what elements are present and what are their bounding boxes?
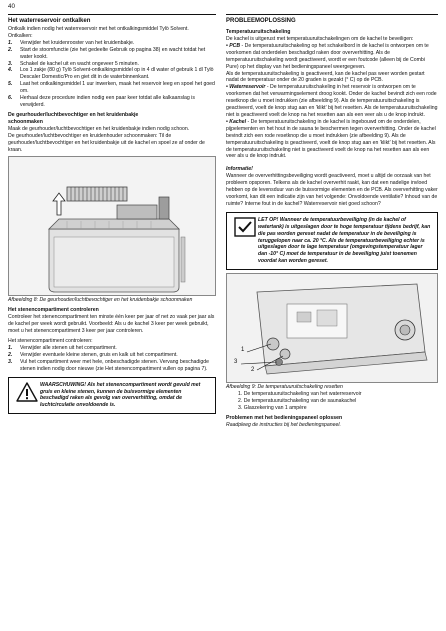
list-item xyxy=(8,81,216,95)
drain-intro: Ontkalk indien nodig het waterreservoir met het ontkalkingsmiddel Tylö Solvent. xyxy=(8,26,189,33)
herb-figure xyxy=(8,156,216,296)
warning-icon xyxy=(14,382,40,410)
step-number: 1. xyxy=(8,344,13,351)
step-text: Verwijder alle stenen uit het compartiment. xyxy=(20,344,117,351)
callout-3: 3 xyxy=(234,359,238,366)
reset-illustration xyxy=(227,274,437,382)
legend-item: 2. De temperatuuruitschakeling van de saunakachel xyxy=(238,397,357,404)
step-number: 3. xyxy=(8,60,13,67)
heater-illustration xyxy=(9,157,215,295)
water-label: • Waterreservoir xyxy=(226,84,266,91)
stones-steps xyxy=(8,345,216,373)
figure-caption: Afbeelding 8: De geurhouder/luchtbevochtiger en het kruidenbakje schoonmaken xyxy=(8,297,193,304)
list-item xyxy=(8,40,216,47)
step-number: 6. xyxy=(8,95,13,102)
herb-para-2: De geurhouder/luchtbevochtiger en kruidenhouder schoonmaken: Til de geurhouder/luchtbevochtiger en het kruidenbakje uit de kachel en spoel ze af onder de kraan. xyxy=(8,132,205,153)
step-text: Start de stoomfunctie (zie het gedeelte Gebruik op pagina 38) en wacht totdat het water kookt. xyxy=(20,46,206,60)
heater-text: - De temperatuuruitschakeling in de kachel is ingebouwd om de onderdelen, pijpelementen en het hout in de sauna te beschermen tegen oververhitting. Onder de kachel bevindt zich een rode resetknop die u moet indrukken (zie afbeelding 9). Als de temperatuuruitschakeling is geactiveerd, voelt de knop stug aan en 'klikt' bij het resetten. Als de temperatuuruitschakeling niet is geactiveerd voelt de knop na het resetten aan als een veer als u de knop indrukt. xyxy=(226,118,436,160)
step-text: Herhaal deze procedure indien nodig een paar keer totdat alle kalkaanslag is verwijderd. xyxy=(20,95,195,108)
drain-label: Ontkalken: xyxy=(8,32,33,39)
pcb-text-2: Als de temperatuuruitschakeling is geactiveerd, kan de kachel pas weer worden gestart nadat de temperatuur onder de 20 graden is gezakt (° C) op de PCB. xyxy=(226,70,425,84)
reset-figure xyxy=(226,273,438,383)
list-item xyxy=(8,47,216,61)
stones-label: Het stenencompartiment controleren: xyxy=(8,338,93,345)
figure-caption: Afbeelding 9: De temperatuuruitschakeling resetten xyxy=(226,384,343,391)
list-item xyxy=(8,359,216,373)
step-text: Schakel de kachel uit en wacht ongeveer 5 minuten. xyxy=(20,60,139,67)
herb-heading: De geurhouder/luchtbevochtiger en het kruidenbakje xyxy=(8,111,139,118)
step-text: Los 1 zakje (80 g) Tylö Solvent-ontkalkingsmiddel op in 4 dl water of gebruik 1 dl Tylö Descaler Domestic/Pro en giet dit in de waterbinnenkant. xyxy=(20,67,214,81)
step-text: Verwijder het kruidenrooster van het kruidenbakje. xyxy=(20,39,135,46)
herb-heading-2: schoonmaken xyxy=(8,118,43,125)
step-number: 1. xyxy=(8,39,13,46)
caution-text: LET OP! Wanneer de temperatuurbeveiliging (in de kachel of watertank) is uitgeslagen door te hoge temperatuur tijdens bedrijf, kan die pas worden gereset nadat de temperatuur in de beveiliging is teruggelopen naar ca. 20 °C. Als de temperatuurbeveiliging echter is uitgeslagen door te lage temperatuur (omgevingstemperatuur lager dan -10° C) moet de temperatuur in de beveiliging juist toenemen voordat kan worden gereset. xyxy=(258,216,431,265)
step-number: 4. xyxy=(8,67,13,74)
step-text: Verwijder eventuele kleine stenen, gruis en kalk uit het compartiment. xyxy=(20,351,178,358)
warning-text: WAARSCHUWING! Als het stenencompartiment wordt gevuld met gruis en kleine stenen, kunnen de buisvormige elementen beschadigd raken als gevolg van oververhitting, omdat de luchtcirculatie onvoldoende is. xyxy=(40,381,201,409)
callout-1: 1 xyxy=(241,347,245,354)
info-heading: Informatie! xyxy=(226,166,253,173)
herb-para: Maak de geurhouder/luchtbevochtiger en het kruidenbakje indien nodig schoon. xyxy=(8,125,190,132)
stones-heading: Het stenencompartiment controleren xyxy=(8,307,99,314)
step-text: Laat het ontkalkingsmiddel 1 uur inwerken, maak het reservoir leeg en spoel het goed om. xyxy=(20,81,215,95)
divider xyxy=(226,14,438,15)
pcb-label: • PCB xyxy=(226,42,241,49)
page-number: 40 xyxy=(8,3,15,10)
caution-box xyxy=(226,212,438,270)
divider xyxy=(8,14,216,15)
panel-heading: Problemen met het bedieningspaneel oplossen xyxy=(226,414,343,421)
legend-item: 1. De temperatuuruitschakeling van het waterreservoir xyxy=(238,391,362,398)
list-item xyxy=(8,352,216,359)
step-number: 2. xyxy=(8,351,13,358)
panel-text: Raadpleeg de instructies bij het bedieningspaneel. xyxy=(226,421,341,428)
step-number: 3. xyxy=(8,358,13,365)
thermo-intro: De kachel is uitgerust met temperatuuruitschakelingen om de kachel te beveiligen: xyxy=(226,36,414,42)
step-number: 5. xyxy=(8,81,13,88)
warning-box xyxy=(8,377,216,415)
right-column xyxy=(226,14,438,429)
drain-steps xyxy=(8,40,216,109)
left-column xyxy=(8,14,216,414)
legend-item: 3. Glaszekering van 1 ampère xyxy=(238,404,307,411)
figure-legend xyxy=(226,391,438,412)
info-text: Wanneer de oververhittingsbeveiliging wordt geactiveerd, moet u altijd de oorzaak van het probleem opsporen. Telkens als de kachel oververhit raakt, kan dat een nadelige invloed hebben op de levensduur van de buisvormige elementen en de PCB. Als oververhitting vaker voorkomt, kan dit een indicatie zijn van het volgende: Onvoldoende ventilatie? Inhoud van de ruimte? Interne fout in de kachel? Waterreservoir niet goed schoon? xyxy=(226,173,438,207)
list-item xyxy=(8,67,216,81)
thermo-heading: Temperatuuruitschakeling xyxy=(226,29,291,36)
step-text: Vul het compartiment weer met hele, onbeschadigde stenen. Vervang beschadigde stenen indien nodig door nieuwe (zie Het stenencompartiment vullen op pagina 7). xyxy=(20,358,209,372)
drain-heading: Het waterreservoir ontkalken xyxy=(8,18,91,24)
pcb-text: - De temperatuuruitschakeling op het schakelbord in de kachel is ontworpen om te voorkomen dat onderdelen beschadigd raken door oververhitting. Als de temperatuuruitschakeling wordt geactiveerd, wordt er een foutcode (alleen bij de Combi Pure) op het display van het bedieningspaneel weergegeven. xyxy=(226,42,429,70)
section-heading: PROBLEEMOPLOSSING xyxy=(226,18,296,24)
pcb-item xyxy=(226,43,438,71)
list-item xyxy=(8,345,216,352)
callout-2: 2 xyxy=(251,367,255,374)
heater-label: • Kachel xyxy=(226,118,247,125)
water-text: - De temperatuuruitschakeling in het reservoir is ontworpen om te voorkomen dat het verwarmingselement droog kookt. Onder de kachel bevindt zich een rode resetknop die u moet indrukken (zie afbeelding 9). Als de temperatuuruitschakeling is geactiveerd, voelt de knop stug aan en 'klikt' bij het resetten. Als de temperatuuruitschakeling niet is geactiveerd voelt de knop na het resetten aan als een veer als u de knop indrukt. xyxy=(226,84,438,118)
step-number: 2. xyxy=(8,46,13,53)
stones-para: Controleer het stenencompartiment ten minste één keer per jaar of net zo vaak per jaar als de kachel per week wordt gebruikt. Voorbeeld: Als u de kachel 3 keer per week gebruikt, moet u het stenencompartiment 3 keer per jaar controleren. xyxy=(8,314,215,335)
heater-item xyxy=(226,119,438,160)
checkmark-icon xyxy=(232,217,258,265)
list-item xyxy=(8,61,216,68)
water-item xyxy=(226,84,438,119)
list-item xyxy=(8,95,216,109)
